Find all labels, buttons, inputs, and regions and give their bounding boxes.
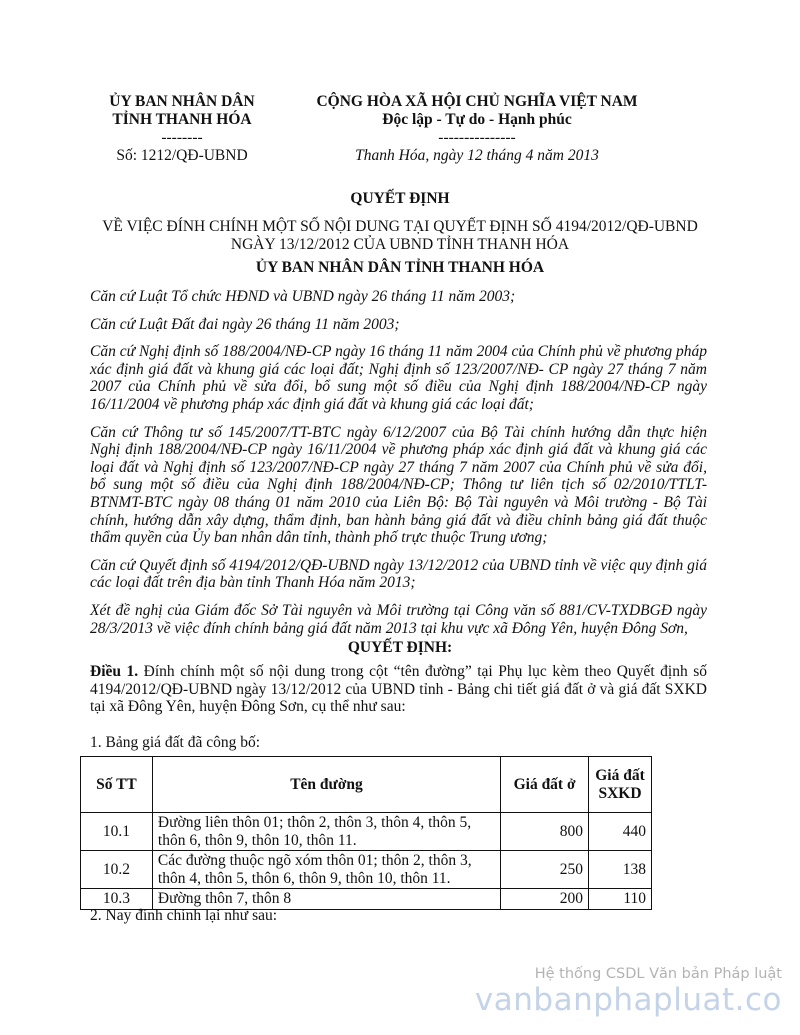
cell-residential-price: 200 xyxy=(501,889,589,910)
cell-road-name: Đường thôn 7, thôn 8 xyxy=(152,889,500,910)
document-type: QUYẾT ĐỊNH xyxy=(350,190,450,207)
cell-stt: 10.2 xyxy=(81,851,153,889)
subject-line-1: VỀ VIỆC ĐÍNH CHÍNH MỘT SỐ NỘI DUNG TẠI QUYẾT ĐỊNH SỐ 4194/2012/QĐ-UBND xyxy=(102,218,698,235)
preamble-item: Căn cứ Quyết định số 4194/2012/QĐ-UBND ngày 13/12/2012 của UBND tỉnh về việc quy định giá các loại đất trên địa bàn tỉnh Thanh Hóa năm 2013; xyxy=(90,556,707,592)
preamble-item: Căn cứ Thông tư số 145/2007/TT-BTC ngày 6/12/2007 của Bộ Tài chính hướng dẫn thực hiện Nghị định 188/2004/NĐ-CP ngày 16/11/2004 về phương pháp xác định giá đất và khung giá các loại đất và Nghị định số 123/2007/NĐ-CP ngày 27 tháng 7 năm 2007 của Chính phủ về sửa đổi, bổ sung một số điều của Nghị định 188/2004/NĐ-CP; Thông tư liên tịch số 02/2010/TTLT-BTNMT-BTC ngày 08 tháng 01 năm 2010 của Liên Bộ: Bộ Tài nguyên và Môi trường - Bộ Tài chính, hướng dẫn xây dựng, thẩm định, ban hành bảng giá đất và điều chỉnh bảng giá đất thuộc thẩm quyền của Ủy ban nhân dân tỉnh, thành phố trực thuộc Trung ương; xyxy=(90,423,707,547)
cell-residential-price: 800 xyxy=(501,813,589,851)
national-motto-block xyxy=(292,93,662,165)
table-header-row xyxy=(81,757,652,813)
cell-sxkd-price: 440 xyxy=(589,813,652,851)
preamble-item: Căn cứ Luật Đất đai ngày 26 tháng 11 năm 2003; xyxy=(90,315,400,333)
national-motto: Độc lập - Tự do - Hạnh phúc xyxy=(382,111,572,128)
cell-stt: 10.1 xyxy=(81,813,153,851)
header-residential-price: Giá đất ở xyxy=(501,757,589,813)
cell-road-name: Đường liên thôn 01; thôn 2, thôn 3, thôn 4, thôn 5, thôn 6, thôn 9, thôn 10, thôn 11. xyxy=(152,813,500,851)
article-1-label: Điều 1. xyxy=(90,663,139,680)
header-sxkd-price: Giá đất SXKD xyxy=(589,757,652,813)
section-2-label: 2. Nay đính chính lại như sau: xyxy=(90,907,278,924)
article-1 xyxy=(90,663,707,723)
preamble-item: Căn cứ Luật Tổ chức HĐND và UBND ngày 26 tháng 11 năm 2003; xyxy=(90,288,516,305)
org-name-line2: TỈNH THANH HÓA xyxy=(112,111,252,128)
land-price-table xyxy=(80,756,652,910)
cell-road-name: Các đường thuộc ngõ xóm thôn 01; thôn 2, thôn 3, thôn 4, thôn 5, thôn 6, thôn 9, thôn 10, thôn 11. xyxy=(152,851,500,889)
table-row xyxy=(81,851,652,889)
issuer-name: ỦY BAN NHÂN DÂN TỈNH THANH HÓA xyxy=(255,259,545,276)
header-road-name: Tên đường xyxy=(152,757,500,813)
org-name-line1: ỦY BAN NHÂN DÂN xyxy=(109,93,255,110)
article-1-paragraph xyxy=(90,663,707,716)
motto-separator: --------------- xyxy=(438,129,516,146)
article-1-text: Đính chính một số nội dung trong cột “tên đường” tại Phụ lục kèm theo Quyết định số 4194/2012/QĐ-UBND ngày 13/12/2012 của UBND tỉnh - Bảng chi tiết giá đất ở và giá đất SXKD tại xã Đông Yên, huyện Đông Sơn, cụ thể như sau: xyxy=(90,663,707,716)
preamble xyxy=(90,288,707,647)
table-row xyxy=(81,813,652,851)
cell-sxkd-price: 138 xyxy=(589,851,652,889)
preamble-item: Căn cứ Nghị định số 188/2004/NĐ-CP ngày 16 tháng 11 năm 2004 của Chính phủ về phương pháp xác định giá đất và khung giá các loại đất; Nghị định số 123/2007/NĐ- CP ngày 27 tháng 7 năm 2007 của Chính phủ về sửa đổi, bổ sung một số điều của Nghị định 188/2004/NĐ-CP ngày 16/11/2004 về phương pháp xác định giá đất và khung giá các loại đất; xyxy=(90,343,707,413)
cell-residential-price: 250 xyxy=(501,851,589,889)
watermark-caption: Hệ thống CSDL Văn bản Pháp luật xyxy=(534,966,782,982)
place-date: Thanh Hóa, ngày 12 tháng 4 năm 2013 xyxy=(355,147,599,164)
watermark-site: vanbanphapluat.co xyxy=(474,982,782,1018)
issuing-authority-block xyxy=(102,93,262,165)
preamble-item: Xét đề nghị của Giám đốc Sở Tài nguyên và Môi trường tại Công văn số 881/CV-TXDBGĐ ngày 28/3/2013 về việc đính chính bảng giá đất năm 2013 tại khu vực xã Đông Yên, huyện Đông Sơn, xyxy=(90,601,707,637)
cell-stt: 10.3 xyxy=(81,889,153,910)
cell-sxkd-price: 110 xyxy=(589,889,652,910)
title-block xyxy=(60,190,740,277)
section-1-label: 1. Bảng giá đất đã công bố: xyxy=(90,734,261,751)
nation-name: CỘNG HÒA XÃ HỘI CHỦ NGHĨA VIỆT NAM xyxy=(316,93,638,110)
header-stt: Số TT xyxy=(81,757,153,813)
document-number: Số: 1212/QĐ-UBND xyxy=(116,147,248,164)
subject-line-2: NGÀY 13/12/2012 CỦA UBND TỈNH THANH HÓA xyxy=(230,236,570,253)
org-separator: -------- xyxy=(161,129,203,146)
decision-heading: QUYẾT ĐỊNH: xyxy=(347,639,453,656)
